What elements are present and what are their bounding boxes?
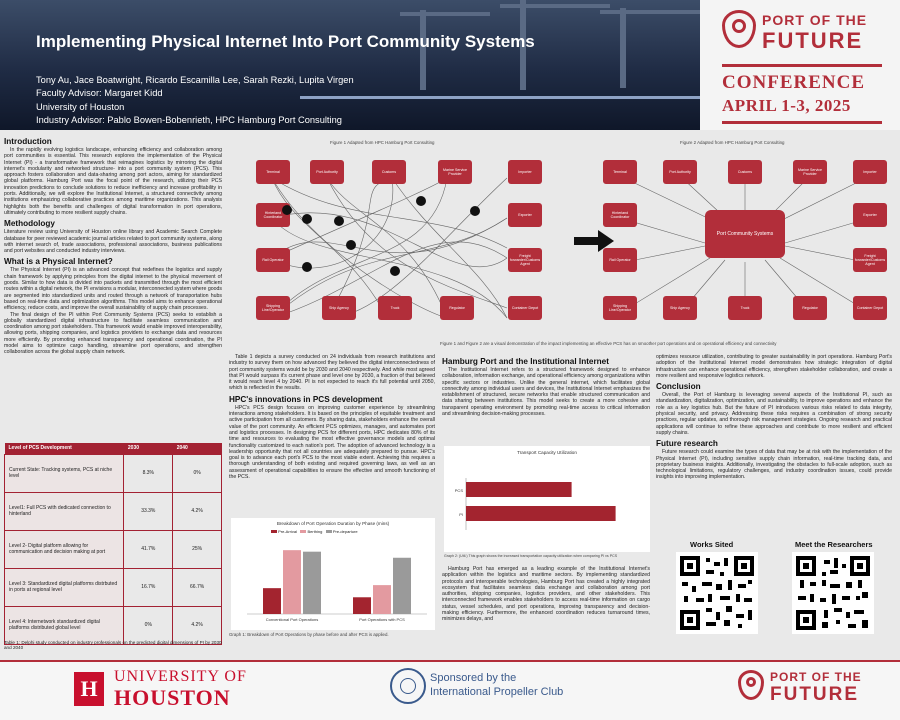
hpc-heading: HPC's innovations in PCS development <box>229 394 383 404</box>
connection-dot <box>302 214 312 224</box>
legend-label: Pre-departure <box>332 529 358 534</box>
anchor-badge-icon <box>738 670 764 700</box>
bar <box>353 597 371 614</box>
logo-line-1: PORT OF THE <box>770 670 862 684</box>
authors: Tony Au, Jace Boatwright, Ricardo Escamilla Lee, Sarah Rezki, Lupita Virgen <box>36 75 354 85</box>
table-row <box>5 454 222 492</box>
node-terminal: Terminal <box>256 160 290 184</box>
bar <box>393 558 411 614</box>
node-regulator: Regulator <box>793 296 827 320</box>
survey-text: Table 1 depicts a survey conducted on 24 individuals from research institutions and industry to survey them on how advanced they believed the digital interconnectedness of port community systems would be by 2030 and 2040 respectively. And while most agreed that PI would surpass it's current phase and level one by 2030, a fraction of that believed it would reach level 4 by 2040. PI is not expected to reach it's full potential until 2050, which is reflected in the results. <box>229 354 435 392</box>
graph-1-bar-chart <box>231 518 435 630</box>
table-cell: 25% <box>173 530 222 568</box>
industry-advisor: Industry Advisor: Pablo Bowen-Bobenrieth, HPC Hamburg Port Consulting <box>36 115 342 126</box>
bar <box>466 482 572 497</box>
future-research-text: Future research could examine the types of data that may be at risk with the implementation of the Physical Internet (PI), including sensitive supply chain information, real-time tracking data, and proprietary business insights. Additionally, investigating the obstacles to full-scale adoption, such as technological limitations, regulatory challenges, and industry coordination issues, could provide insights into improving implementation. <box>656 449 892 481</box>
qr-code-icon <box>680 556 754 630</box>
institutional-heading: Hamburg Port and the Institutional Internet <box>442 357 609 366</box>
table-caption: Table 1: Delphi study conducted on industry professionals on the predicted digital dimensions of PI by 2030 and 2040 <box>4 640 222 651</box>
continued-text: optimizes resource utilization, contributing to greater sustainability in port operations. Hamburg Port's adoption of the Institutional Internet model demonstrates how strategic integration of digital infrastructure can enhance operational efficiency, strengthen stakeholder collaboration, and create a more resilient and responsive logistics network. <box>656 354 892 379</box>
graph-2-plot <box>444 446 650 552</box>
figure-note: Figure 1 and Figure 2 are a visual demonstration of the impact implementing an effective PCS has on smoother port operations and on operational efficiency and connectivity <box>440 341 777 346</box>
connection-dot <box>282 205 292 215</box>
connection-dot <box>390 266 400 276</box>
node-customs: Customs <box>728 160 762 184</box>
port-of-the-future-logo <box>722 10 882 62</box>
center-column <box>442 354 650 417</box>
node-hinterland: Hinterland Coordinator <box>256 203 290 227</box>
anchor-badge-icon <box>722 10 756 48</box>
table-cell: 4.2% <box>173 492 222 530</box>
figure-2-caption: Figure 2 Adapted from HPC Hamburg Port Consulting <box>680 140 785 145</box>
node-marine-service: Marine Service Provider <box>438 160 472 184</box>
conference-label: CONFERENCE <box>722 72 866 93</box>
pi-text-1: The Physical Internet (PI) is an advanced concept that redefines the logistics and supply chain framework by applying principles from the digital internet to the physical movement of goods. Similar to how data is divided into packets and transmitted through the most efficient routes within a digital network, the PI envisions a modular, interconnected system where goods are segmented into standardized units and routed through a network of transportation hubs based on real-time data and optimization algorithms. This model aims to enhance operational efficiency, reduce costs, and improve the overall sustainability of supply chain processes. <box>4 267 222 312</box>
connection-dot <box>470 206 480 216</box>
intro-heading: Introduction <box>4 137 52 146</box>
graph-1-caption: Graph 1: Breakdown of Port Operations by phase before and after PCS is applied. <box>229 632 389 637</box>
figure-1-caption: Figure 1 Adapted from HPC Hamburg Port Consulting <box>330 140 435 145</box>
hamburg-text: Hamburg Port has emerged as a leading example of the Institutional Internet's application within the logistics and maritime sectors. By implementing standardized protocols and interoperable technologies, Hamburg Port has created a highly integrated ecosystem that facilitates seamless data exchange and collaboration among port authorities, shipping companies, logistics providers, and other stakeholders. This interconnected framework enables stakeholders to access real-time information on cargo status, vessel schedules, and port operations, improving transparency and decision-making efficiency. Furthermore, the enhanced coordination reduces turnaround times, minimizes delays, and <box>442 566 650 623</box>
node-marine-service: Marine Service Provider <box>793 160 827 184</box>
researchers-qr-code[interactable] <box>792 552 874 634</box>
node-ship-agency: Ship Agency <box>663 296 697 320</box>
pi-text-2: The final design of the PI within Port Community Systems (PCS) seeks to establish a globally standardized digital infrastructure to facilitate seamless communication and coordination among port stakeholders. This framework would enable improved interoperability, allowing ports, shipping companies, and logistics providers to exchange data and resources more efficiently. By promoting enhanced transparency and operational coordination, the PI model aims to optimize cargo handling, streamline port operations, and strengthen collaboration across the global supply chain network. <box>4 311 222 356</box>
table-cell: 0% <box>124 606 173 644</box>
conclusion-text: Overall, the Port of Hamburg is leveraging several aspects of the Institutional PI, such as standardization, digitalization, optimization, and sustainability, to improve operations and enhance the role as a key logistics hub. But the future of PI introduces various risks related to data integrity, physical security, and privacy. Addressing these risks requires a combination of strong security practices, regular updates, and thorough risk management strategies. Ongoing research and practical applications will continue to refine these approaches and contribute to more resilient and efficient supply chains. <box>656 392 892 436</box>
node-customs: Customs <box>372 160 406 184</box>
works-cited-qr-code[interactable] <box>676 552 758 634</box>
legend-label: Pre-Arrival <box>278 529 298 534</box>
node-hinterland: Hinterland Coordinator <box>603 203 637 227</box>
y-tick-label: PI <box>459 512 463 517</box>
y-tick-label: PCS <box>454 488 463 493</box>
logo-line-2: FUTURE <box>770 684 860 705</box>
node-shipping-line: Shipping Line/Operator <box>603 296 637 320</box>
node-terminal: Terminal <box>603 160 637 184</box>
node-port-authority: Port Authority <box>310 160 344 184</box>
table-header: 2040 <box>173 443 222 454</box>
bar <box>373 585 391 614</box>
method-heading: Methodology <box>4 219 55 229</box>
sponsor-line-2: International Propeller Club <box>430 686 564 698</box>
table-header-row <box>5 443 222 454</box>
center-column-lower <box>442 566 650 623</box>
conclusion-heading: Conclusion <box>656 382 701 392</box>
node-truck: Truck <box>378 296 412 320</box>
table-cell: 66.7% <box>173 568 222 606</box>
hpc-text: HPC's PCS design focuses on improving customer experience by streamlining interactions among stakeholders. It is based on the principles of equitable treatment and active participation from all customers. By sharing data, stakeholders enhance the overall value of the port community. An efficient PCS optimizes, manages, and automates port and logistics processes. In designing PCS for different ports, HPC dedicates 80% of its time and resources to evaluating the most effective governance models and optimal functionality customized to each nation's port. The adoption of advanced technology is a leadership opportunity that not all countries are adequately prepared to pursue. HPC's goal is to advance each port's PCS to the most viable extent. Achieving this requires a thorough understanding of both existing and required governing laws, as well as an assessment of operational capabilities to ensure the effective and smooth functioning of the PCS. <box>229 404 435 481</box>
middle-column <box>229 354 435 480</box>
table-row <box>5 568 222 606</box>
connection-dot <box>302 262 312 272</box>
logo-line-2: FUTURE <box>762 28 864 53</box>
table-cell: Level1: Full PCS with dedicated connection to hinterland <box>5 492 124 530</box>
table-cell: 8.3% <box>124 454 173 492</box>
port-of-the-future-footer-logo <box>738 670 888 720</box>
uh-logo-line-2: HOUSTON <box>114 685 231 710</box>
pcs-development-table <box>4 443 222 645</box>
table-cell: Current State: Tracking systems, PCS at niche level <box>5 454 124 492</box>
node-exporter: Exporter <box>508 203 542 227</box>
node-port-authority: Port Authority <box>663 160 697 184</box>
right-column <box>656 354 892 481</box>
meet-researchers-title: Meet the Researchers <box>795 540 873 549</box>
table-cell: 0% <box>173 454 222 492</box>
propeller-club-seal-icon <box>390 668 426 704</box>
works-cited-title: Works Sited <box>690 540 734 549</box>
bar <box>466 506 616 521</box>
bar <box>303 552 321 614</box>
bar <box>283 550 301 614</box>
node-importer: Importer <box>853 160 887 184</box>
node-regulator: Regulator <box>440 296 474 320</box>
future-research-heading: Future research <box>656 439 718 449</box>
logo-line-1: PORT OF THE <box>762 12 868 28</box>
node-exporter: Exporter <box>853 203 887 227</box>
node-ship-agency: Ship Agency <box>322 296 356 320</box>
uh-logo-icon: H <box>74 672 104 706</box>
table-header: Level of PCS Development <box>5 443 124 454</box>
table-row <box>5 492 222 530</box>
table-row <box>5 606 222 644</box>
node-rail-operator: Rail Operator <box>603 248 637 272</box>
table-cell: Level 2- Digital platform allowing for communication and decision making at port <box>5 530 124 568</box>
poster-header <box>0 0 900 130</box>
legend-label: Berthing <box>307 529 323 534</box>
table-cell: 41.7% <box>124 530 173 568</box>
node-container-depot: Container Depot <box>853 296 887 320</box>
x-tick-label: Conventional Port Operations <box>265 617 319 622</box>
sponsor-text <box>430 671 563 699</box>
table-cell: Level 4: Internetwork standardized digital platforms distributed global level <box>5 606 124 644</box>
divider <box>722 121 882 124</box>
node-rail-operator: Rail Operator <box>256 248 290 272</box>
x-tick-label: Port Operations with PCS <box>359 617 405 622</box>
table-cell: 16.7% <box>124 568 173 606</box>
sponsor-line-1: Sponsored by the <box>430 672 517 684</box>
node-truck: Truck <box>728 296 762 320</box>
table-cell: Level 3: Standardized digital platforms distrbuted in ports at regional level <box>5 568 124 606</box>
port-photo-background <box>0 0 700 130</box>
node-freight-forwarder: Freight forwarder/Customs Agent <box>508 248 542 272</box>
chart-title: Breakdown of Port Operation Duration by Phase (mins) <box>276 521 390 526</box>
connection-dot <box>346 240 356 250</box>
table-cell: 33.3% <box>124 492 173 530</box>
table-header: 2030 <box>124 443 173 454</box>
university: University of Houston <box>36 101 125 112</box>
graph-2-bar-chart <box>444 446 650 552</box>
faculty-advisor: Faculty Advisor: Margaret Kidd <box>36 88 163 99</box>
conference-dates: APRIL 1-3, 2025 <box>722 96 851 115</box>
chart-title: Transport Capacity Utilization <box>517 450 577 455</box>
node-container-depot: Container Depot <box>508 296 542 320</box>
table-row <box>5 530 222 568</box>
method-text: Literature review using University of Houston online library and Academic Search Complete database for peer reviewed academic journal articles related to port community systems, along with internet search of, trade associations, professional associations, business publications and port websites and conducted industry interviews. <box>4 229 222 255</box>
pcs-hub: Port Community Systems <box>705 210 785 258</box>
connection-dot <box>416 196 426 206</box>
pi-heading: What is a Physical Internet? <box>4 257 113 267</box>
graph-2-caption: Graph 2: (Util.) This graph shows the increased transportation capacity utilization when comparing PI vs PCS <box>444 554 618 558</box>
connection-dot <box>334 216 344 226</box>
institutional-text: The Institutional Internet refers to a structured framework designed to enhance collaboration, information exchange, and operational efficiency among organizations within specific sectors or industries. Unlike the general internet, which facilitates global connectivity among individual users and devices, the Institutional Internet emphasizes the establishment of structured, secure networks that enable structured communication and data sharing between institutions. This model seeks to create a more cohesive and transparent operating environment by promoting real-time access to critical information and streamlining decision-making processes. <box>442 367 650 418</box>
divider <box>722 64 882 67</box>
node-freight-forwarder: Freight forwarder/Customs Agent <box>853 248 887 272</box>
intro-text: In the rapidly evolving logistics landscape, enhancing efficiency and collaboration among port communities is essential. This research explores the implementation of the Physical Internet (PI) - a transformative framework that reimagines logistics by mirroring the digital internet's modularity and networked structure- into a port community system (PCS). This approach fosters collaboration and data-sharing among port actors, aiming for standardized global platforms. Hamburg Port was the focal point of the research, utilizing their PCS innovation predictions to conclude solutions to reduce inefficiency and increase profitability in ports. Additionally, we will explore the Institutional Internet, a structured connectivity among institutions emphasizing collaborative practices among maritime organizations. This analysis highlights both the benefits and challenges of digital transformation in port operations, ultimately contributing to more resilient supply chains. <box>4 147 222 216</box>
left-column <box>4 134 222 356</box>
node-importer: Importer <box>508 160 542 184</box>
bar <box>263 588 281 614</box>
node-shipping-line: Shipping Line/Operator <box>256 296 290 320</box>
table-cell: 4.2% <box>173 606 222 644</box>
qr-code-icon <box>796 556 870 630</box>
poster-title: Implementing Physical Internet Into Port Community Systems <box>36 32 535 51</box>
uh-logo-line-1: UNIVERSITY OF <box>114 668 247 685</box>
graph-1-plot <box>231 518 435 630</box>
author-block <box>36 74 354 128</box>
